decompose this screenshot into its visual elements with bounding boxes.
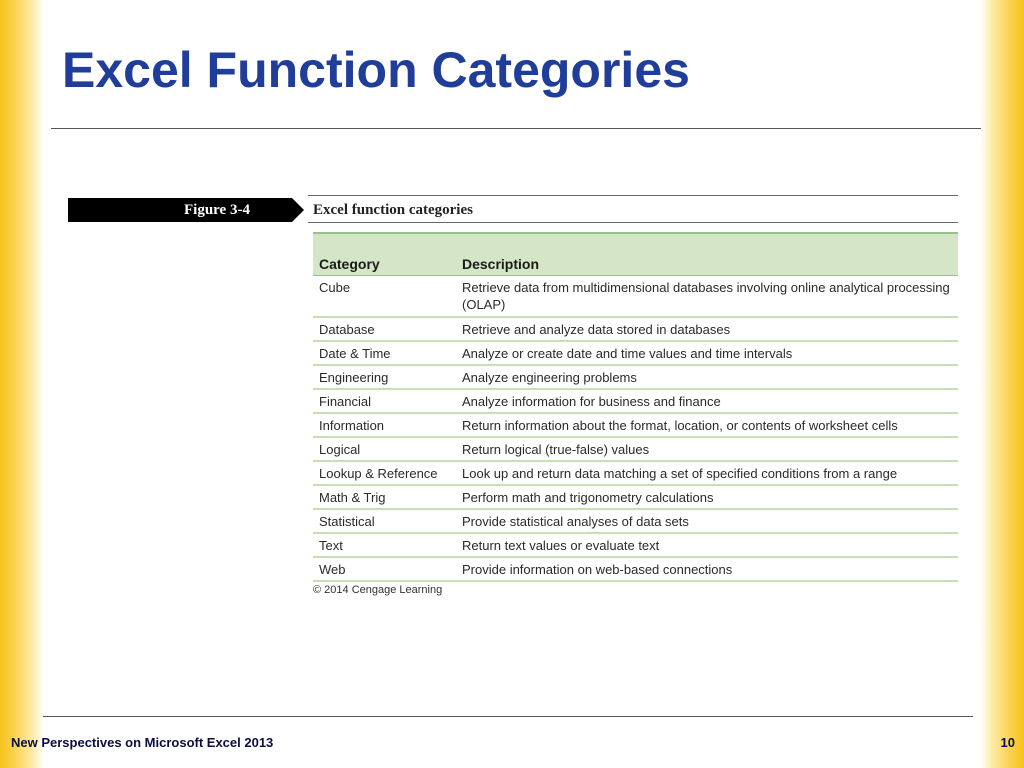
category-cell: Lookup & Reference — [319, 466, 438, 481]
category-cell: Information — [319, 418, 385, 433]
description-cell: Provide information on web-based connections — [462, 562, 733, 577]
figure-label-bar-tip — [292, 198, 304, 222]
footer-text: New Perspectives on Microsoft Excel 2013 — [11, 735, 274, 750]
table-row — [313, 276, 958, 318]
figure-caption-bottom-rule — [308, 222, 958, 223]
figure-label-bar — [68, 198, 292, 222]
description-cell: Analyze or create date and time values and time intervals — [462, 346, 793, 361]
figure-caption-top-rule — [308, 195, 958, 196]
slide-title: Excel Function Categories — [62, 42, 690, 98]
description-cell: Provide statistical analyses of data sets — [462, 514, 689, 529]
left-accent-gradient — [0, 0, 44, 768]
figure-label: Figure 3-4 — [184, 202, 250, 218]
table-row — [313, 486, 958, 510]
category-cell: Statistical — [319, 514, 375, 529]
table-row — [313, 366, 958, 390]
function-categories-table — [313, 276, 958, 582]
table-row — [313, 414, 958, 438]
right-accent-gradient — [980, 0, 1024, 768]
description-cell: Look up and return data matching a set of specified conditions from a range — [462, 466, 898, 481]
category-cell: Engineering — [319, 370, 389, 385]
table-row — [313, 342, 958, 366]
table-row — [313, 534, 958, 558]
footer-divider — [43, 716, 973, 717]
description-cell: Retrieve data from multidimensional databases involving online analytical processing (OLAP) — [462, 280, 950, 312]
table-row — [313, 510, 958, 534]
category-cell: Logical — [319, 442, 361, 457]
title-divider — [51, 128, 981, 129]
table-row — [313, 318, 958, 342]
figure-caption: Excel function categories — [313, 202, 473, 218]
description-cell: Retrieve and analyze data stored in databases — [462, 322, 731, 337]
table-row — [313, 462, 958, 486]
description-cell: Perform math and trigonometry calculations — [462, 490, 714, 505]
category-cell: Financial — [319, 394, 372, 409]
category-cell: Date & Time — [319, 346, 391, 361]
description-cell: Analyze information for business and finance — [462, 394, 721, 409]
category-cell: Web — [319, 562, 346, 577]
table-row — [313, 438, 958, 462]
page-number: 10 — [1000, 735, 1015, 750]
category-cell: Cube — [319, 280, 351, 295]
description-cell: Return logical (true-false) values — [462, 442, 650, 457]
table-header — [313, 232, 958, 276]
category-cell: Database — [319, 322, 375, 337]
description-cell: Return text values or evaluate text — [462, 538, 660, 553]
table-row — [313, 558, 958, 582]
copyright-credit: © 2014 Cengage Learning — [313, 584, 443, 596]
category-cell: Math & Trig — [319, 490, 386, 505]
header-description: Description — [462, 256, 540, 272]
description-cell: Analyze engineering problems — [462, 370, 637, 385]
category-cell: Text — [319, 538, 343, 553]
description-cell: Return information about the format, location, or contents of worksheet cells — [462, 418, 898, 433]
header-category: Category — [319, 256, 380, 272]
table-row — [313, 390, 958, 414]
